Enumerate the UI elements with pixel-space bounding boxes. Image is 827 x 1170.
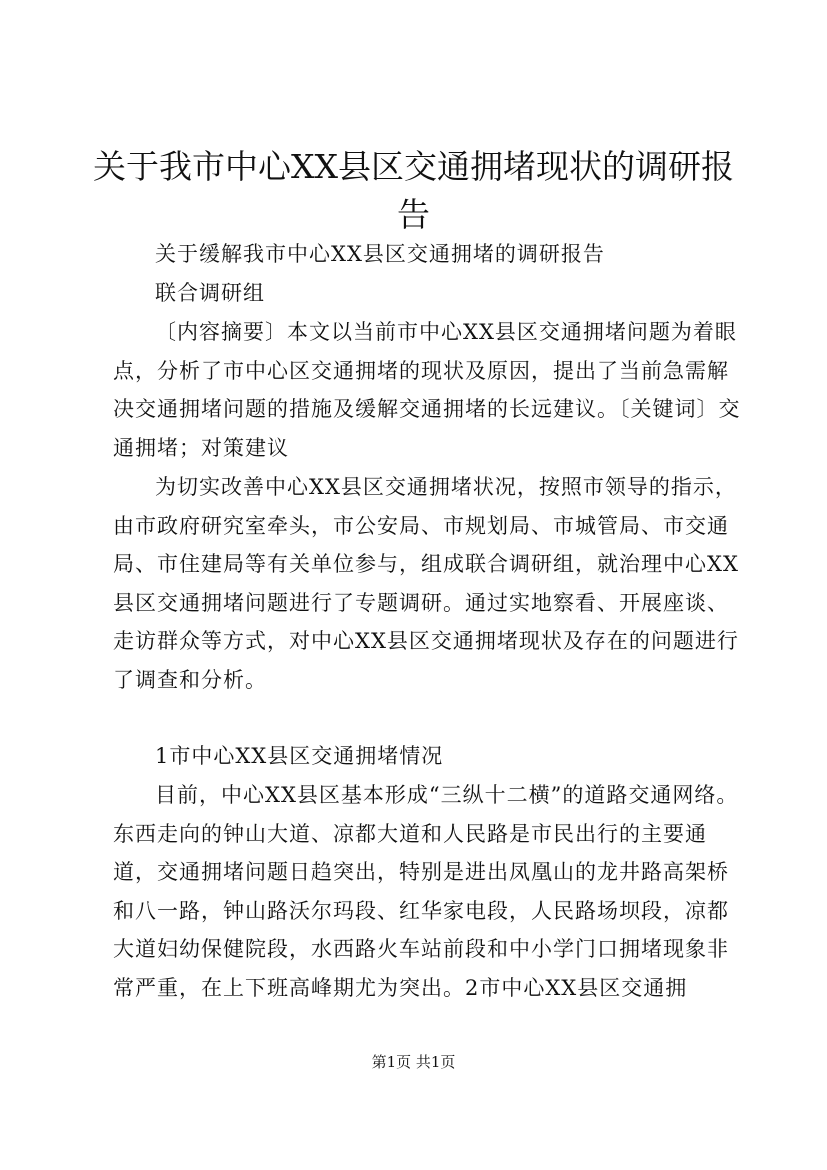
section-1-body: 目前，中心XX县区基本形成“三纵十二横”的道路交通网络。东西走向的钟山大道、凉都大道和人民路是市民出行的主要通道，交通拥堵问题日趋突出，特别是进出凤凰山的龙井路高架桥和八一路，钟山路沃尔玛段、红华家电段，人民路场坝段，凉都大道妇幼保健院段，水西路火车站前段和中小学门口拥堵现象非常严重，在上下班高峰期尤为突出。2市中心XX县区交通拥 — [113, 783, 739, 1000]
title-line-2: 告 — [397, 195, 430, 234]
abstract-paragraph: 〔内容摘要〕本文以当前市中心XX县区交通拥堵问题为着眼点，分析了市中心区交通拥堵的现状及原因，提出了当前急需解决交通拥堵问题的措施及缓解交通拥堵的长远建议。〔关键词〕交通拥堵；对策建议 — [113, 320, 741, 460]
subtitle: 关于缓解我市中心XX县区交通拥堵的调研报告 — [155, 242, 605, 266]
author: 联合调研组 — [155, 281, 265, 305]
page-footer: 第1页 共1页 — [371, 1053, 456, 1071]
section-1-heading: 1市中心XX县区交通拥堵情况 — [155, 744, 444, 768]
intro-paragraph: 为切实改善中心XX县区交通拥堵状况，按照市领导的指示，由市政府研究室牵头，市公安局、市规划局、市城管局、市交通局、市住建局等有关单位参与，组成联合调研组，就治理中心XX县区交通拥堵问题进行了专题调研。通过实地察看、开展座谈、走访群众等方式，对中心XX县区交通拥堵现状及存在的问题进行了调查和分析。 — [113, 475, 739, 692]
document-title — [60, 143, 767, 239]
title-line-1: 关于我市中心XX县区交通拥堵现状的调研报 — [93, 147, 734, 186]
